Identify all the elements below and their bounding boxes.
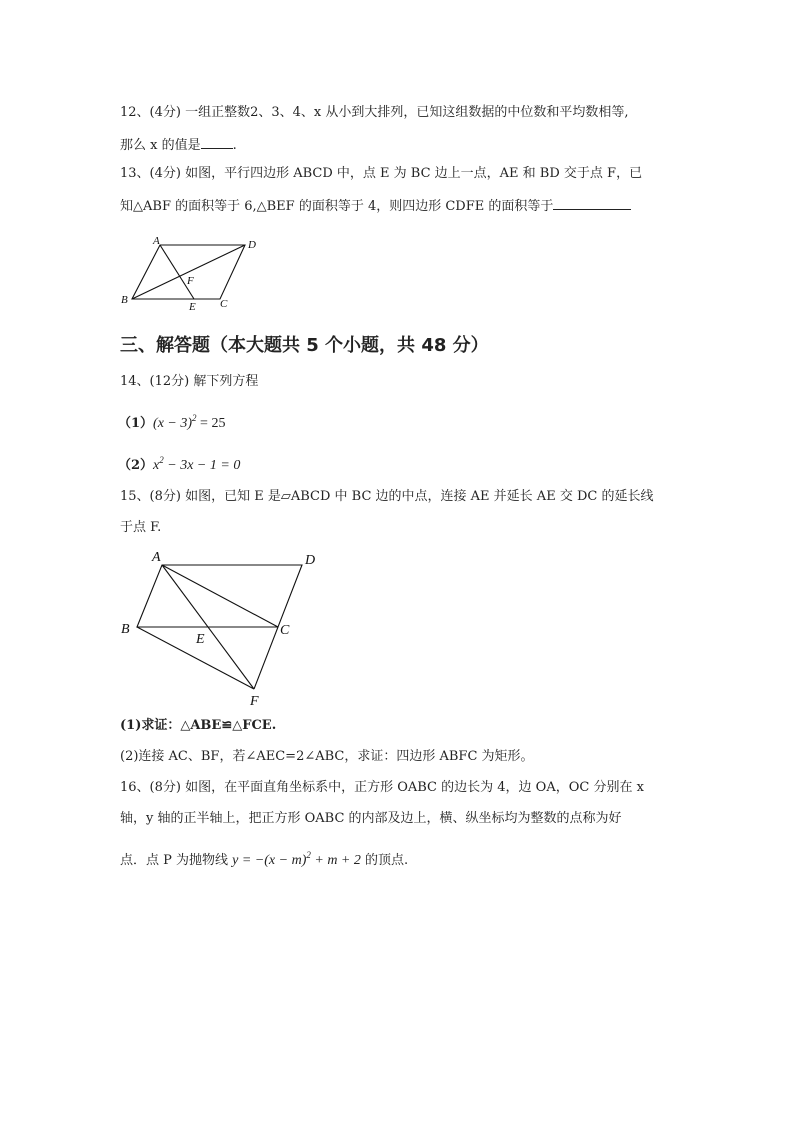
q15-label-f: F <box>250 694 259 709</box>
q16-line3 <box>120 847 408 869</box>
q16-line2: 轴，y 轴的正半轴上，把正方形 OABC 的内部及边上，横、纵坐标均为整数的点称为好 <box>120 811 622 826</box>
q12-line2-end: . <box>232 138 237 153</box>
q16-formula-exp: 2 <box>306 850 311 860</box>
q15-label-a: A <box>152 550 161 565</box>
q14-title: 14、(12分) 解下列方程 <box>120 374 259 389</box>
q15-label-c: C <box>280 623 290 638</box>
q14-part1 <box>118 410 225 432</box>
section-3-title: 三、解答题（本大题共 5 个小题，共 48 分） <box>120 335 489 356</box>
q15-label-b: B <box>121 622 130 637</box>
q13-parallelogram-figure <box>115 235 275 313</box>
q14-part2-label: （2） <box>118 458 154 473</box>
q13-label-a: A <box>153 235 160 247</box>
q13-label-b: B <box>121 294 128 306</box>
q15-line1: 15、(8分) 如图，已知 E 是▱ABCD 中 BC 边的中点，连接 AE 并延长 AE 交 DC 的延长线 <box>120 489 654 504</box>
q16-formula-b: + m + 2 <box>310 853 361 868</box>
q16-parabola-formula <box>232 850 361 868</box>
q15-segment-ac <box>162 565 278 627</box>
q15-label-d: D <box>305 553 316 568</box>
q15-segment-cf <box>254 627 278 689</box>
q15-line2: 于点 F. <box>120 520 162 535</box>
q13-label-c: C <box>220 298 228 310</box>
q15-parallelogram-figure <box>118 545 328 710</box>
q16-line1: 16、(8分) 如图，在平面直角坐标系中，正方形 OABC 的边长为 4，边 OA，OC 分别在 x <box>120 780 644 795</box>
q12-line2-text: 那么 x 的值是 <box>120 138 201 153</box>
q14-equation1 <box>153 413 226 431</box>
q13-label-d: D <box>248 239 256 251</box>
q12-line1: 12、(4分) 一组正整数2、3、4、x 从小到大排列，已知这组数据的中位数和平均数相等, <box>120 105 629 120</box>
q13-label-e: E <box>189 301 196 313</box>
q16-line3-text: 点．点 P 为抛物线 <box>120 853 233 868</box>
q14-part1-label: （1） <box>118 416 154 431</box>
q15-part2: (2)连接 AC、BF，若∠AEC=2∠ABC，求证：四边形 ABFC 为矩形。 <box>120 749 534 764</box>
q14-eq1-rhs: = 25 <box>196 416 226 431</box>
q13-label-f: F <box>187 275 194 287</box>
q14-eq1-lhs: (x − 3) <box>153 416 193 431</box>
q14-equation2 <box>153 455 241 473</box>
q14-eq2-x: x <box>153 458 160 473</box>
q14-eq2-rest: − 3x − 1 = 0 <box>163 458 241 473</box>
q12-line2 <box>120 136 237 154</box>
q13-line1: 13、(4分) 如图，平行四边形 ABCD 中，点 E 为 BC 边上一点，AE 和 BD 交于点 F，已 <box>120 166 643 181</box>
q13-answer-blank[interactable] <box>553 197 631 210</box>
q13-line2 <box>120 197 631 215</box>
q14-eq2-exp: 2 <box>159 455 164 465</box>
q15-part1: (1)求证：△ABE≌△FCE. <box>120 718 277 733</box>
q12-answer-blank[interactable] <box>201 136 233 149</box>
q13-line2-text: 知△ABF 的面积等于 6,△BEF 的面积等于 4，则四边形 CDFE 的面积等于 <box>120 199 554 214</box>
q14-part2 <box>118 452 240 474</box>
q14-eq1-exp: 2 <box>192 413 197 423</box>
q16-line3-end: 的顶点. <box>360 853 409 868</box>
q16-formula-a: y = −(x − m) <box>232 853 307 868</box>
q15-label-e: E <box>196 632 205 647</box>
